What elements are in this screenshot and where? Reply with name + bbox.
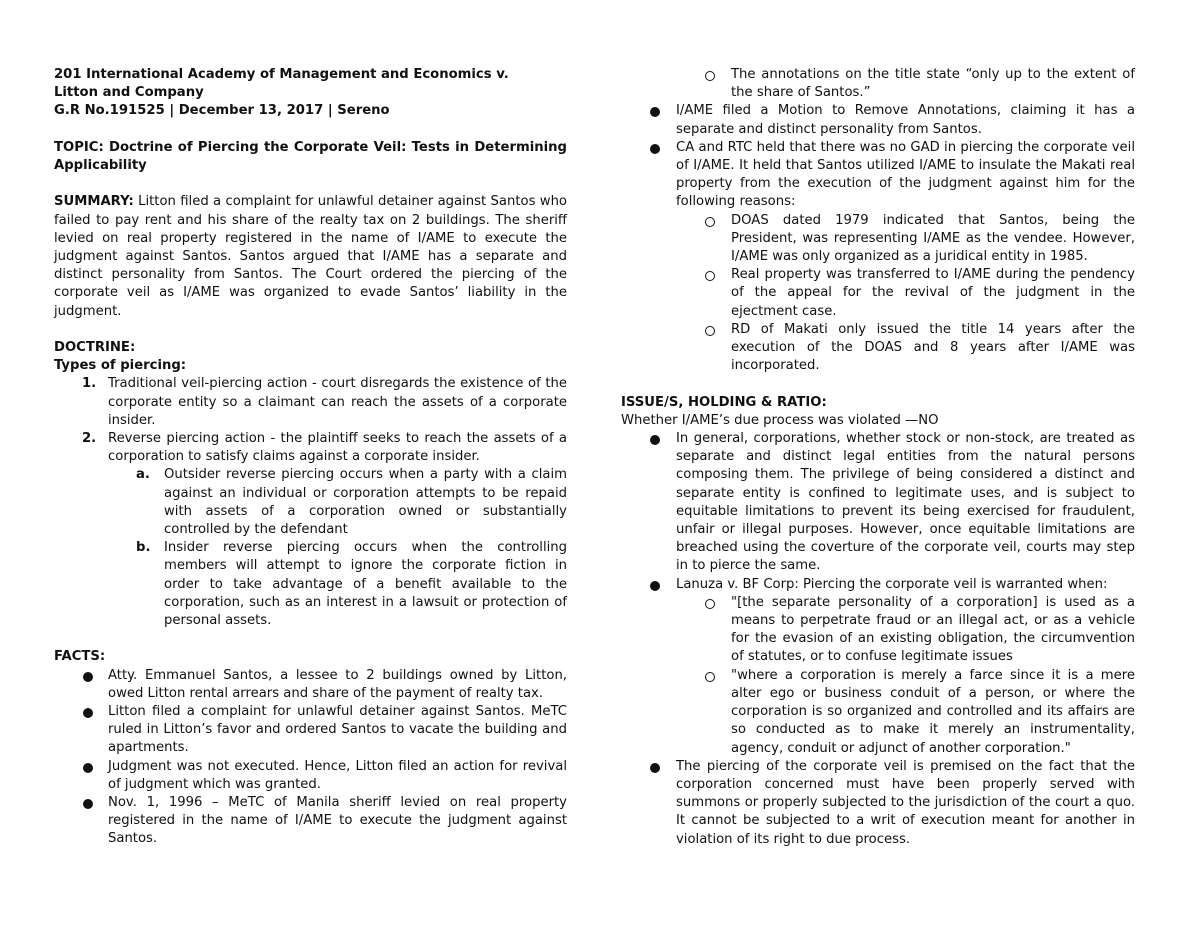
bullet-icon — [650, 107, 660, 117]
facts-list — [54, 667, 567, 849]
circle-bullet-icon — [705, 217, 715, 227]
lanuza-sublist — [676, 594, 1135, 758]
ratio-item — [621, 758, 1135, 849]
lanuza-subitem-text: "where a corporation is merely a farce since it is a mere alter ego or business conduit of a person, or where the corporation is so organized and controlled and its affairs are so conducted as to make it merely an instrumentality, agency, conduit or adjunct of another corporation." — [731, 667, 1135, 756]
ratio-text: In general, corporations, whether stock or non-stock, are treated as separate and distinct legal entities from the natural persons composing them. The privilege of being considered a distinct and separate entity is confined to legitimate uses, and is subject to equitable limitations to prevent its being exercised for fraudulent, unfair or illegal purposes. However, once equitable limitations are breached using the coverture of the corporate veil, courts may step in to pierce the same. — [676, 431, 1135, 574]
fact-text: Judgment was not executed. Hence, Litton filed an action for revival of judgment which was granted. — [108, 758, 567, 792]
fact-subitem-text: The annotations on the title state “only up to the extent of the share of Santos.” — [731, 67, 1135, 101]
case-title-line2: Litton and Company — [54, 85, 204, 101]
topic: TOPIC: Doctrine of Piercing the Corporate Veil: Tests in Determining Applicability — [54, 139, 567, 173]
bullet-icon — [650, 435, 660, 445]
reason-item — [676, 266, 1135, 321]
doctrine-item — [54, 375, 567, 430]
bullet-icon — [83, 672, 93, 682]
doctrine-subitem — [108, 539, 567, 630]
summary-text: Litton filed a complaint for unlawful detainer against Santos who failed to pay rent and his share of the realty tax on 2 buildings. The sheriff levied on real property registered in the name of I/AME to execute the judgment against Santos. Santos argued that I/AME has a separate and distinct personality from Santos. The Court ordered the piercing of the corporate veil as I/AME was organized to evade Santos’ liability in the judgment. — [54, 194, 567, 319]
facts-continued-sublist — [621, 66, 1135, 102]
case-title-line1: 201 International Academy of Management and Economics v. — [54, 67, 509, 82]
case-citation: G.R No.191525 | December 13, 2017 | Sereno — [54, 103, 390, 119]
fact-item — [54, 758, 567, 794]
fact-subitem — [621, 66, 1135, 102]
list-number: 1. — [82, 376, 97, 392]
fact-text: Atty. Emmanuel Santos, a lessee to 2 buildings owned by Litton, owed Litton rental arrears and share of the payment of realty tax. — [108, 667, 567, 701]
summary-paragraph — [54, 193, 567, 320]
fact-item — [54, 667, 567, 703]
list-letter: b. — [136, 540, 151, 556]
lanuza-subitem — [676, 594, 1135, 667]
fact-item — [54, 703, 567, 758]
doctrine-item-text: Reverse piercing action - the plaintiff seeks to reach the assets of a corporation to satisfy claims against a corporate insider. — [108, 431, 567, 465]
fact-item — [54, 794, 567, 849]
fact-text: I/AME filed a Motion to Remove Annotations, claiming it has a separate and distinct personality from Santos. — [676, 103, 1135, 137]
fact-item — [621, 139, 1135, 376]
issue-question: Whether I/AME’s due process was violated —NO — [621, 412, 939, 428]
ratio-text: The piercing of the corporate veil is premised on the fact that the corporation concerned must have been properly served with summons or properly subjected to the jurisdiction of the court a quo. It cannot be subjected to a writ of execution meant for another in violation of its right to due process. — [676, 758, 1135, 847]
summary-label: SUMMARY: — [54, 194, 134, 210]
ratio-item — [621, 576, 1135, 758]
reason-item — [676, 212, 1135, 267]
bullet-icon — [650, 763, 660, 773]
circle-bullet-icon — [705, 271, 715, 281]
ratio-text: Lanuza v. BF Corp: Piercing the corporate veil is warranted when: — [676, 576, 1108, 592]
doctrine-list — [54, 375, 567, 630]
issue-heading: ISSUE/S, HOLDING & RATIO: — [621, 394, 827, 410]
right-column — [621, 66, 1135, 849]
reason-text: RD of Makati only issued the title 14 years after the execution of the DOAS and 8 years after I/AME was incorporated. — [731, 321, 1135, 374]
ratio-list — [621, 430, 1135, 849]
circle-bullet-icon — [705, 326, 715, 336]
doctrine-subitem-text: Insider reverse piercing occurs when the controlling members will attempt to ignore the corporate fiction in order to take advantage of a benefit available to the corporation, such as an interest in a lawsuit or protection of personal assets. — [164, 540, 567, 629]
doctrine-heading: DOCTRINE: — [54, 340, 136, 355]
doctrine-subitem — [108, 466, 567, 539]
bullet-icon — [650, 581, 660, 591]
reasons-list — [676, 212, 1135, 376]
facts-heading: FACTS: — [54, 649, 106, 665]
lanuza-subitem — [676, 667, 1135, 758]
circle-bullet-icon — [705, 71, 715, 81]
fact-item — [621, 102, 1135, 138]
bullet-icon — [83, 799, 93, 809]
facts-continued-list — [621, 102, 1135, 375]
left-column — [54, 66, 567, 849]
fact-text: CA and RTC held that there was no GAD in piercing the corporate veil of I/AME. It held that Santos utilized I/AME to insulate the Makati real property from the execution of the judgment against him for the following reasons: — [676, 139, 1135, 210]
bullet-icon — [83, 763, 93, 773]
reason-text: Real property was transferred to I/AME during the pendency of the appeal for the revival of the judgment in the ejectment case. — [731, 267, 1135, 319]
doctrine-sublist — [108, 466, 567, 630]
doctrine-item — [54, 430, 567, 630]
bullet-icon — [83, 708, 93, 718]
circle-bullet-icon — [705, 672, 715, 682]
fact-text: Litton filed a complaint for unlawful detainer against Santos. MeTC ruled in Litton’s favor and ordered Santos to vacate the building and apartments. — [108, 704, 567, 756]
doctrine-subheading: Types of piercing: — [54, 358, 187, 374]
doctrine-subitem-text: Outsider reverse piercing occurs when a party with a claim against an individual or corporation attempts to be repaid with assets of a corporation owned or substantially controlled by the defendant — [164, 467, 567, 538]
reason-text: DOAS dated 1979 indicated that Santos, being the President, was representing I/AME as the vendee. However, I/AME was only organized as a juridical entity in 1985. — [731, 212, 1135, 265]
doctrine-item-text: Traditional veil-piercing action - court disregards the existence of the corporate entity so a claimant can reach the assets of a corporate insider. — [108, 376, 567, 428]
circle-bullet-icon — [705, 599, 715, 609]
ratio-item — [621, 430, 1135, 576]
bullet-icon — [650, 144, 660, 154]
list-letter: a. — [136, 467, 150, 483]
fact-text: Nov. 1, 1996 – MeTC of Manila sheriff levied on real property registered in the name of I/AME to execute the judgment against Santos. — [108, 795, 567, 847]
reason-item — [676, 321, 1135, 376]
lanuza-subitem-text: "[the separate personality of a corporation] is used as a means to perpetrate fraud or an illegal act, or as a vehicle for the evasion of an existing obligation, the circumvention of statutes, or to confuse legitimate issues — [731, 594, 1135, 665]
list-number: 2. — [82, 431, 97, 447]
